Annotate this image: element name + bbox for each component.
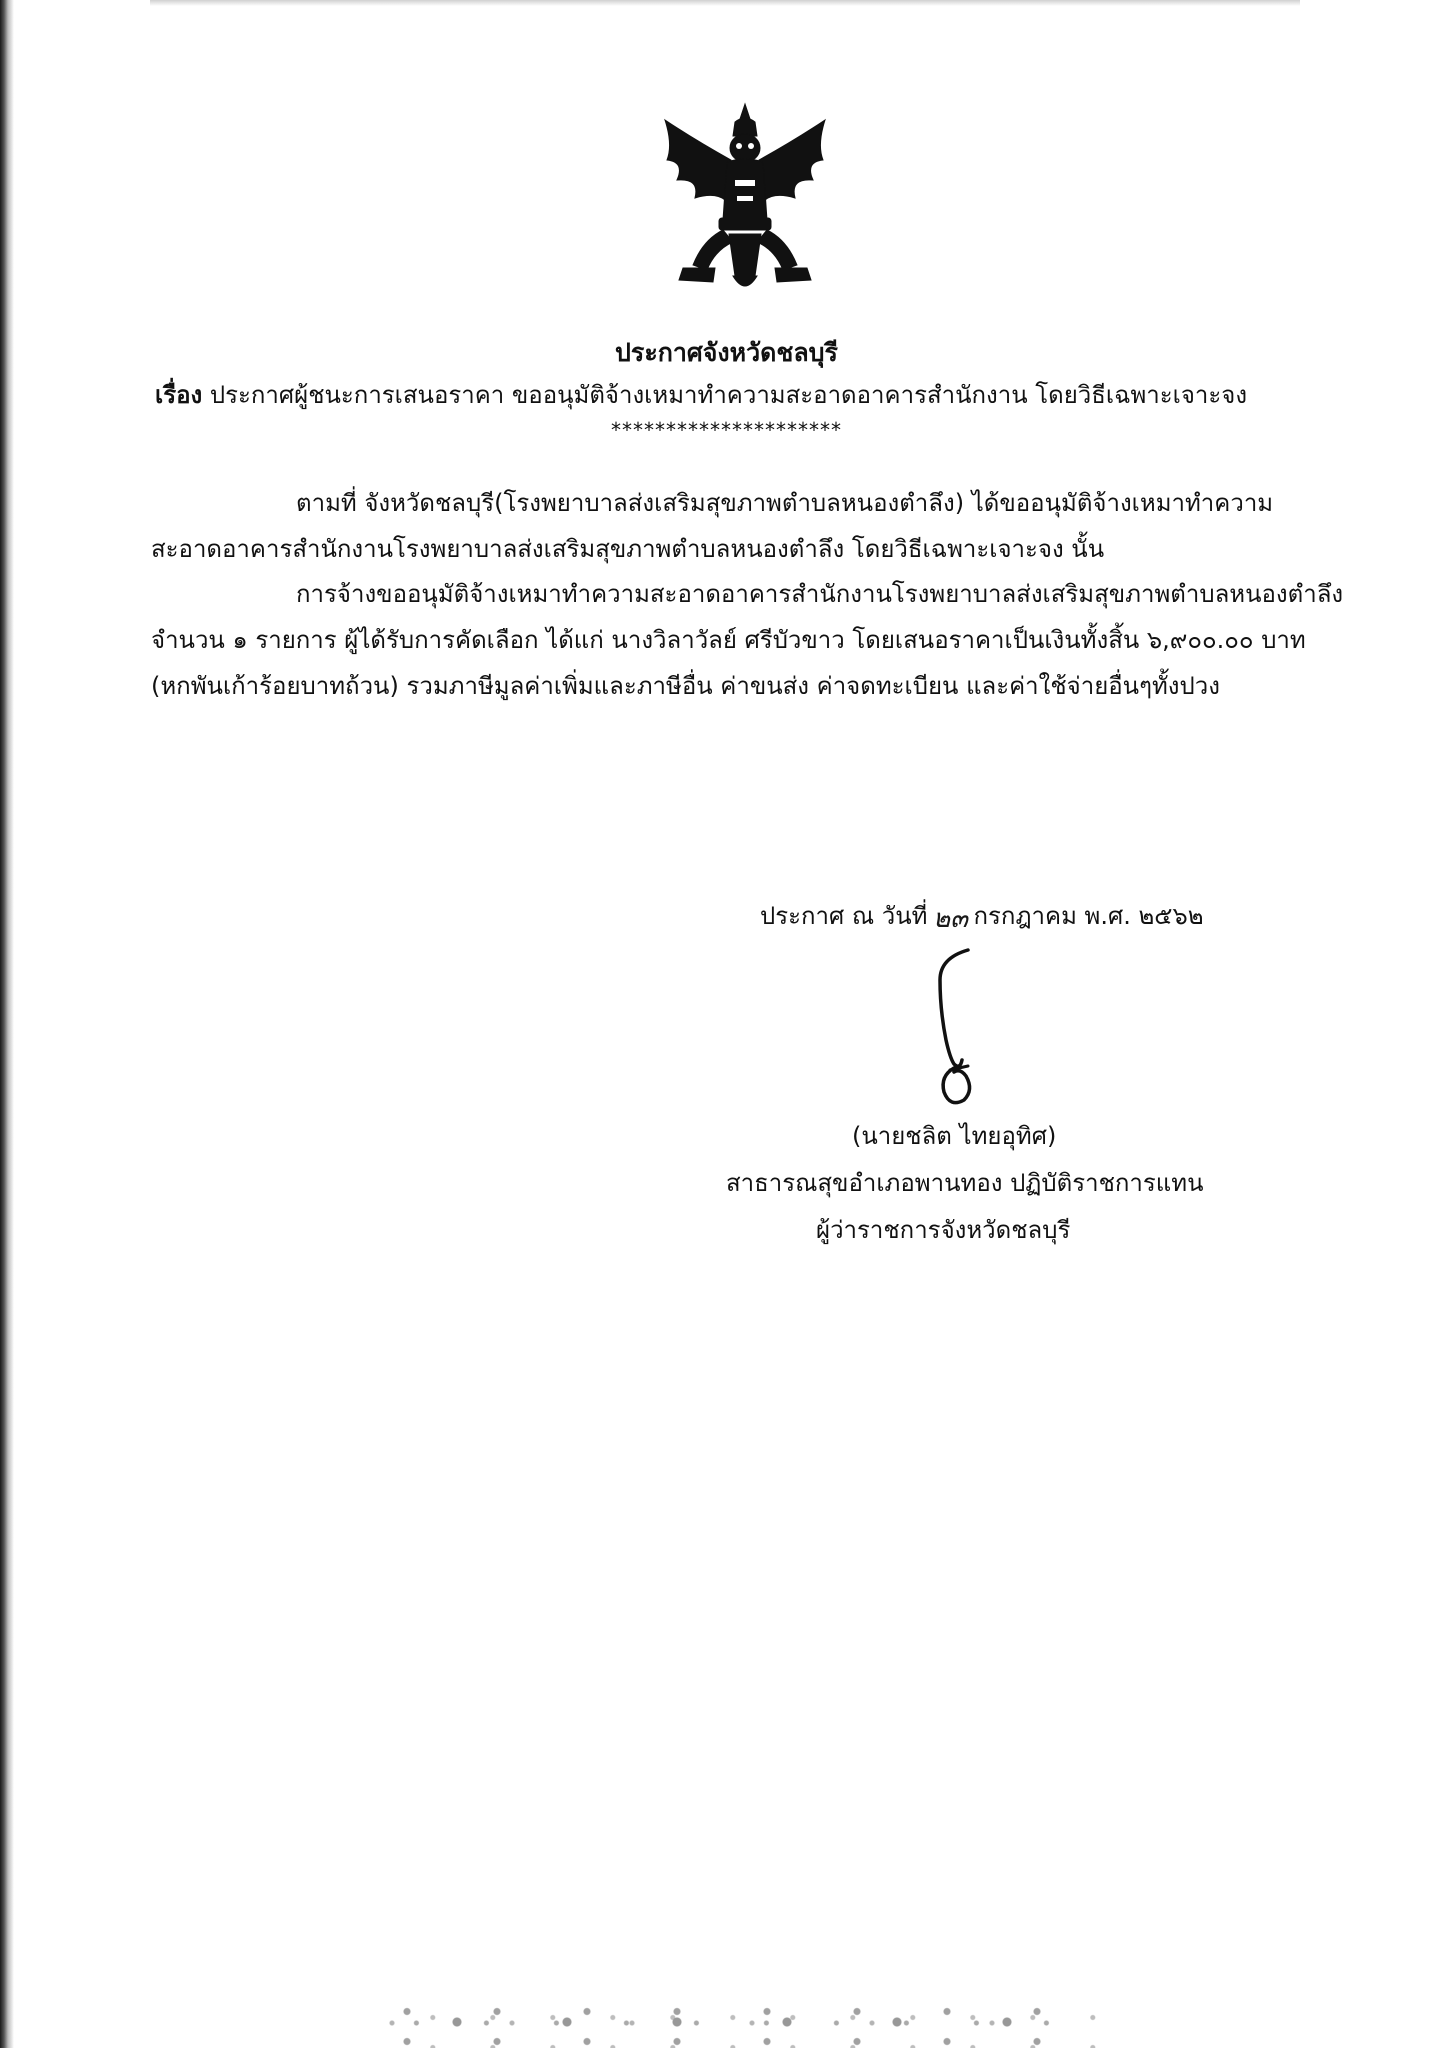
announcement-prefix: ประกาศ ณ วันที่ (760, 902, 928, 930)
scan-edge-shadow (0, 0, 14, 2048)
handwritten-day: ๒๓ (933, 904, 968, 934)
garuda-emblem-icon (655, 100, 835, 295)
body-line-4: จำนวน ๑ รายการ ผู้ได้รับการคัดเลือก ได้แก่ นางวิลาวัลย์ ศรีบัวขาว โดยเสนอราคาเป็นเงินทั้งสิ้น ๖,๙๐๐.๐๐ บาท (151, 626, 1306, 654)
document-title: ประกาศจังหวัดชลบุรี (615, 338, 838, 367)
scan-noise (380, 1995, 1100, 2048)
signatory-position-1: สาธารณสุขอำเภอพานทอง ปฏิบัติราชการแทน (726, 1169, 1204, 1197)
body-line-5: (หกพันเก้าร้อยบาทถ้วน) รวมภาษีมูลค่าเพิ่มและภาษีอื่น ค่าขนส่ง ค่าจดทะเบียน และค่าใช้จ่ายอื่นๆทั้งปวง (151, 672, 1220, 700)
signatory-name: (นายชลิต ไทยอุทิศ) (852, 1122, 1057, 1150)
subject-label: เรื่อง (155, 381, 203, 409)
handwritten-signature-icon (910, 940, 1000, 1110)
scan-top-shadow (150, 0, 1300, 6)
body-line-2: สะอาดอาคารสำนักงานโรงพยาบาลส่งเสริมสุขภาพตำบลหนองตำลึง โดยวิธีเฉพาะเจาะจง นั้น (151, 535, 1105, 563)
announcement-date (760, 900, 1204, 932)
body-line-1: ตามที่ จังหวัดชลบุรี(โรงพยาบาลส่งเสริมสุขภาพตำบลหนองตำลึง) ได้ขออนุมัติจ้างเหมาทำความ (296, 489, 1274, 517)
subject-text: ประกาศผู้ชนะการเสนอราคา ขออนุมัติจ้างเหมาทำความสะอาดอาคารสำนักงาน โดยวิธีเฉพาะเจาะจง (209, 381, 1248, 409)
announcement-suffix: กรกฎาคม พ.ศ. ๒๕๖๒ (973, 902, 1204, 930)
separator-stars: ********************* (611, 418, 842, 442)
body-line-3: การจ้างขออนุมัติจ้างเหมาทำความสะอาดอาคารสำนักงานโรงพยาบาลส่งเสริมสุขภาพตำบลหนองตำลึง (296, 580, 1344, 608)
subject-line (155, 375, 1355, 414)
signatory-position-2: ผู้ว่าราชการจังหวัดชลบุรี (816, 1216, 1071, 1244)
